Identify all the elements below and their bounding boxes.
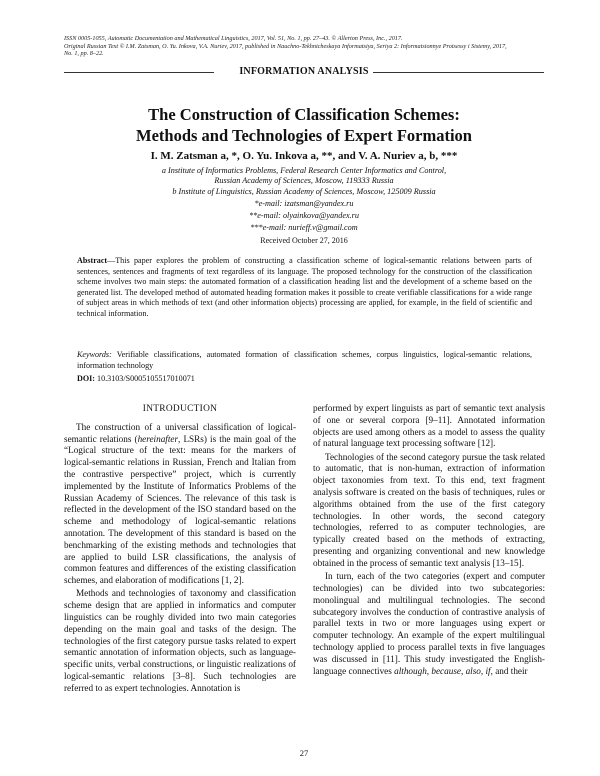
paper-title xyxy=(64,104,544,146)
text-run: , xyxy=(426,665,432,676)
header-meta-line: ISSN 0005-1055, Automatic Documentation and Mathematical Linguistics, 2017, Vol. 51, No. 1, pp. 27–43. © Allerton Press, Inc., 2017. xyxy=(64,35,403,42)
text-run: , xyxy=(460,665,466,676)
doi xyxy=(77,374,532,383)
affiliation-line: a Institute of Informatics Problems, Federal Research Center Informatics and Control, xyxy=(161,166,447,175)
abstract xyxy=(77,256,532,320)
intro-paragraph: Methods and technologies of taxonomy and classification scheme design that are applied in informatics and computer linguistics can be roughly divided into two main categories depending on the main goal and tasks of the design. The technologies of the first category pursue tasks related to expert semantic annotation of information objects, such as language-specific units, verbal constructions, or linguistic realizations of logical-semantic relations [3–8]. Such technologies are referred to as expert technologies. Annotation is xyxy=(64,588,296,693)
connective-word: if xyxy=(485,665,491,676)
received-date: Received October 27, 2016 xyxy=(260,236,348,245)
intro-paragraph xyxy=(64,422,296,587)
intro-heading: INTRODUCTION xyxy=(142,404,218,414)
keywords-text: Verifiable classifications, automated formation of classification schemes, corpus linguistics, logical-semantic relations, information technology xyxy=(77,350,532,370)
body-paragraph: performed by expert linguists as part of semantic text analysis of one or several corpora [9–11]. Annotated information objects are used among others as a model to assess the quality of natural language text processing software [12]. xyxy=(313,403,545,449)
abstract-label: Abstract xyxy=(77,256,108,265)
journal-header-meta xyxy=(64,35,544,58)
body-paragraph: Technologies of the second category pursue the task related to automatic, that is non-human, extraction of information object taxonomies from text. To this end, text fragment analysis software is created on the basis of techniques, rules or algorithms obtained from the use of the first category technologies. In other words, the second category technologies, referred to as computer technologies, are typically created based on the methods of extracting, presenting and organizing conventional and new knowledge obtained in the process of semantic text analysis [13–15]. xyxy=(313,451,545,568)
email-line: *e-mail: izatsman@yandex.ru xyxy=(254,199,354,208)
text-run: , xyxy=(480,665,486,676)
right-column xyxy=(313,403,545,677)
section-label: INFORMATION ANALYSIS xyxy=(235,66,372,77)
connective-word: because xyxy=(431,665,461,676)
authors: I. M. Zatsman a, *, O. Yu. Inkova a, **, and V. A. Nuriev a, b, *** xyxy=(150,150,458,162)
left-column xyxy=(64,404,296,695)
email-line: ***e-mail: nurieff.v@gmail.com xyxy=(250,223,358,232)
text-run: In turn, each of the two categories (expert and computer technologies) can be divided into two subcategories: monolingual and multilingual technologies. The second subcategory involves the conduction of contrastive analysis of parallel texts in two or more languages using expert or computer technology. An example of the expert multilingual technology applied to process parallel texts in five languages was discussed in [11]. This study investigated the English-language connectives xyxy=(313,571,545,676)
header-meta-line: Original Russian Text © I.M. Zatsman, O. Yu. Inkova, V.A. Nuriev, 2017, published in Nauchno-Tekhnicheskaya Informatsiya, Seriya 2: Informatsionnye Protsessy i Sistemy, 2017, xyxy=(64,42,507,50)
keywords-label: Keywords: xyxy=(77,350,112,359)
connective-word: also xyxy=(465,665,481,676)
text-run: The construction of a universal classification of logical-semantic relations ( xyxy=(64,421,296,444)
connective-word: although xyxy=(394,665,427,676)
section-rule xyxy=(64,66,544,78)
title-line-1: The Construction of Classification Schemes: xyxy=(148,105,460,124)
doi-value: 10.3103/S0005105517010071 xyxy=(95,374,195,383)
body-paragraph xyxy=(313,571,545,677)
keywords xyxy=(77,350,532,371)
text-run-italic: hereinafter xyxy=(137,433,179,444)
page-number: 27 xyxy=(299,748,309,758)
doi-label: DOI: xyxy=(77,374,95,383)
text-run: , LSRs) is the main goal of the “Logical structure of the text: means for the markers of logical-semantic relations in Russian, French and Italian from the contrastive perspective” project, which is currently implemented by the Institute of Informatics Problems of the Russian Academy of Sciences. The relevance of this task is reflected in the development of the ISO standard based on the scheme and methodology of logical-semantic relations annotation. The development of this standard is based on the benchmarking of the existing methods and technologies that are applied to build LSR classifications, the analysis of common features and differences of the existing classification schemes, and elaboration of modifications [1, 2]. xyxy=(64,433,296,586)
header-meta-line: No. 1, pp. 8–22. xyxy=(64,50,104,58)
email-line: **e-mail: olyainkova@yandex.ru xyxy=(249,211,359,220)
text-run: , and their xyxy=(490,665,528,676)
abstract-text: —This paper explores the problem of constructing a classification scheme of logical-semantic relations between parts of sentences, sentences and fragments of text regardless of its language. The proposed technology for the construction of the classification scheme involves two main steps: the automated formation of a classification heading list and the development of a scheme based on the generated list. The developed method of automated heading formation makes it possible to create verifiable classifications for a wide range of subject areas in which methods of text (and other information objects) processing are applied, for example, in the field of scientific and technical information. xyxy=(77,256,532,318)
affiliation-line: b Institute of Linguistics, Russian Academy of Sciences, Moscow, 125009 Russia xyxy=(172,187,436,196)
title-line-2: Methods and Technologies of Expert Formation xyxy=(136,126,472,145)
affiliation-line: Russian Academy of Sciences, Moscow, 119333 Russia xyxy=(214,176,394,185)
